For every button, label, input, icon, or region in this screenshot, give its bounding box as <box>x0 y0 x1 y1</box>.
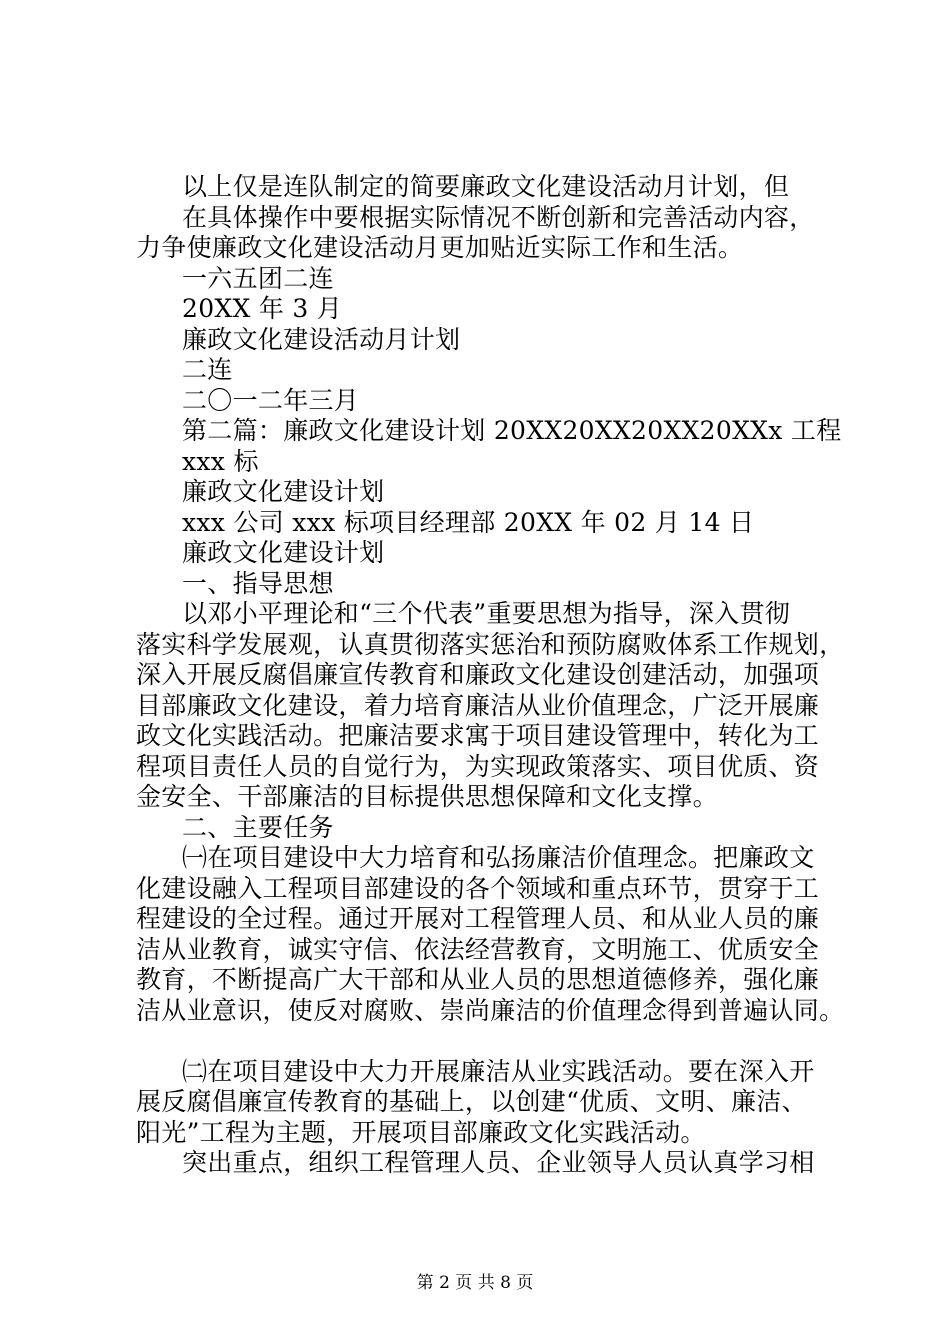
text-line: 廉政文化建设活动月计划 <box>182 324 461 354</box>
text-line: 廉政文化建设计划 <box>182 538 385 567</box>
text-line: 在具体操作中要根据实际情况不断创新和完善活动内容， <box>182 202 815 232</box>
text-line: 金安全、干部廉洁的目标提供思想保障和文化支撑。 <box>136 782 718 811</box>
page-footer: 第 2 页 共 8 页 <box>416 1273 534 1293</box>
text-line: 落实科学发展观，认真贯彻落实惩治和预防腐败体系工作规划， <box>136 629 845 659</box>
document-body <box>136 172 845 1179</box>
section-heading: 二、主要任务 <box>182 812 334 842</box>
text-line: 洁从业意识，使反对腐败、崇尚廉洁的价值理念得到普遍认同。 <box>136 995 845 1025</box>
text-line: 以上仅是连队制定的简要廉政文化建设活动月计划，但 <box>182 172 790 201</box>
text-line: 洁从业教育，诚实守信、依法经营教育，文明施工、优质安全 <box>136 934 820 964</box>
text-line: 力争使廉政文化建设活动月更加贴近实际工作和生活。 <box>136 233 744 262</box>
text-line: 二连 <box>182 355 233 384</box>
text-line: xxx 标 <box>182 446 259 476</box>
text-line: 廉政文化建设计划 <box>182 477 385 506</box>
paragraph-spacer <box>136 1026 832 1057</box>
text-line: 教育，不断提高广大干部和从业人员的思想道德修养，强化廉 <box>136 965 820 994</box>
text-line: 二〇一二年三月 <box>182 385 360 415</box>
text-line: ㈡在项目建设中大力开展廉洁从业实践活动。要在深入开 <box>182 1056 815 1086</box>
text-line: 程项目责任人员的自觉行为，为实现政策落实、项目优质、资 <box>136 751 820 781</box>
text-line: 第二篇：廉政文化建设计划 20XX20XX20XX20XXx 工程 <box>182 416 842 445</box>
text-line: 程建设的全过程。通过开展对工程管理人员、和从业人员的廉 <box>136 904 820 933</box>
text-line: 一六五团二连 <box>182 263 334 293</box>
text-line: 目部廉政文化建设，着力培育廉洁从业价值理念，广泛开展廉 <box>136 690 820 720</box>
text-line: 突出重点，组织工程管理人员、企业领导人员认真学习相 <box>182 1148 815 1177</box>
text-line: ㈠在项目建设中大力培育和弘扬廉洁价值理念。把廉政文 <box>182 843 815 872</box>
text-line: 化建设融入工程项目部建设的各个领域和重点环节，贯穿于工 <box>136 873 820 903</box>
section-heading: 一、指导思想 <box>182 568 334 598</box>
text-line: 深入开展反腐倡廉宣传教育和廉政文化建设创建活动，加强项 <box>136 660 820 689</box>
text-line: 阳光”工程为主题，开展项目部廉政文化实践活动。 <box>136 1117 706 1147</box>
text-line: xxx 公司 xxx 标项目经理部 20XX 年 02 月 14 日 <box>182 507 755 537</box>
text-line: 20XX 年 3 月 <box>182 294 343 323</box>
text-line: 展反腐倡廉宣传教育的基础上，以创建“优质、文明、廉洁、 <box>136 1087 807 1116</box>
text-line: 以邓小平理论和“三个代表”重要思想为指导，深入贯彻 <box>182 599 791 628</box>
text-line: 政文化实践活动。把廉洁要求寓于项目建设管理中，转化为工 <box>136 721 820 750</box>
